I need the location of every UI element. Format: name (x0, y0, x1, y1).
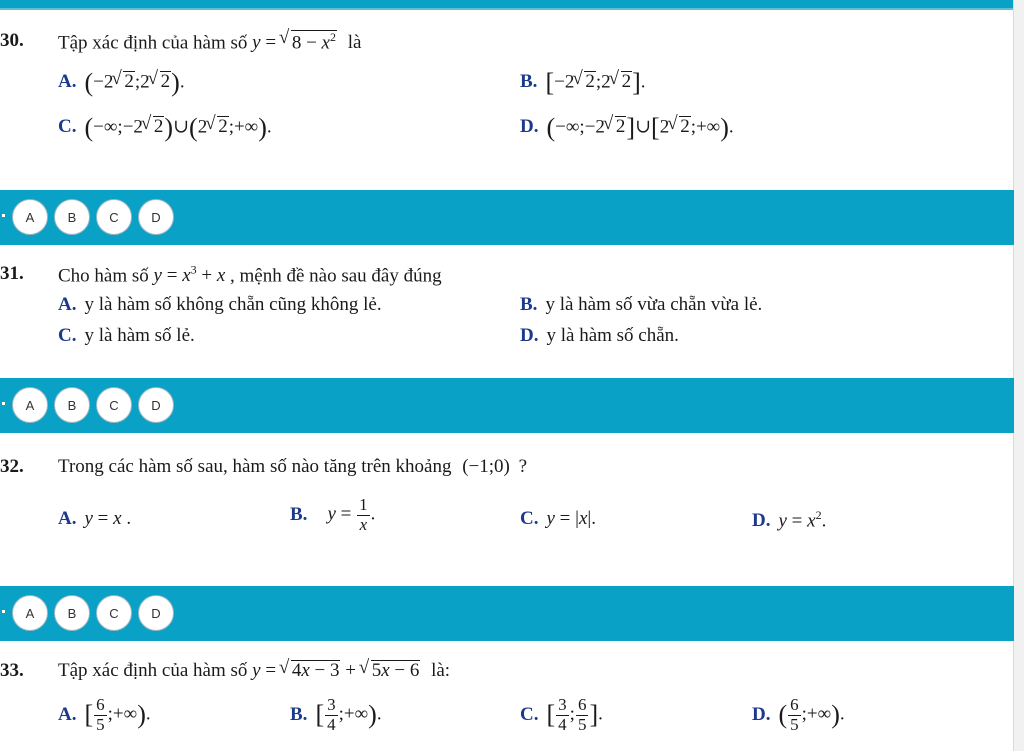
question-text: Cho hàm số $y = x^3 + x$ , mệnh đề nào sau đây đúng (58, 263, 442, 287)
answer-button-c[interactable]: C (96, 199, 132, 235)
question-number: 32. (0, 456, 24, 477)
question-text: Tập xác định của hàm số y = √ 4x − 3 + √ 5x − 6 là: (58, 660, 450, 682)
answer-button-c[interactable]: C (96, 387, 132, 423)
option-c: C. y = |x|. (520, 508, 596, 529)
function-expression: y = √ 4x − 3 + √ 5x − 6 (252, 660, 425, 681)
answer-button-a[interactable]: A (12, 595, 48, 631)
answer-button-b[interactable]: B (54, 387, 90, 423)
answer-button-d[interactable]: D (138, 387, 174, 423)
option-c: C. [ $\frac{3}{4}$ ; $\frac{6}{5}$ ]. (520, 695, 603, 734)
option-b: B. [ $\frac{3}{4}$ ;+∞). (290, 695, 382, 734)
option-a: A. [ $\frac{6}{5}$ ;+∞). (58, 695, 151, 734)
question-text: Trong các hàm số sau, hàm số nào tăng trên khoảng (−1;0) ? (58, 456, 528, 477)
answer-button-b[interactable]: B (54, 595, 90, 631)
question-number: 33. (0, 660, 24, 681)
option-c: C. (−∞;−2√ 2)∪(2√ 2;+∞). (58, 115, 272, 141)
function-expression: $y = x^3 + x$ (153, 263, 226, 287)
option-c: C. y là hàm số lẻ. (58, 325, 195, 346)
function-expression: y = √ $8 - x^2$ (252, 32, 342, 53)
answer-bar-31 (0, 378, 1014, 433)
option-d: D. $y = x^2$. (752, 508, 827, 532)
option-b: B. [−2√ 2;2√ 2]. (520, 70, 646, 96)
answer-button-a[interactable]: A (12, 199, 48, 235)
scrollbar-track[interactable] (1013, 0, 1024, 751)
answer-button-c[interactable]: C (96, 595, 132, 631)
option-d: D. ( $\frac{6}{5}$ ;+∞). (752, 695, 845, 734)
top-accent-bar (0, 0, 1024, 8)
option-b: B. y = $\frac{1}{x}$ . (290, 495, 376, 534)
answer-bar-32 (0, 586, 1014, 641)
answer-button-d[interactable]: D (138, 199, 174, 235)
interval-expression: (−1;0) (462, 456, 510, 477)
answer-button-d[interactable]: D (138, 595, 174, 631)
option-a: A. y là hàm số không chẵn cũng không lẻ. (58, 294, 382, 315)
answer-bar-30 (0, 190, 1014, 245)
question-text: Tập xác định của hàm số y = √ $8 - x^2$ là (58, 30, 361, 54)
option-a: A. y = x . (58, 508, 132, 529)
answer-button-a[interactable]: A (12, 387, 48, 423)
option-d: D. y là hàm số chẵn. (520, 325, 679, 346)
option-b: B. y là hàm số vừa chẵn vừa lẻ. (520, 294, 763, 315)
question-number: 30. (0, 30, 24, 51)
option-a: A. (−2√ 2;2√ 2). (58, 70, 185, 96)
question-number: 31. (0, 263, 24, 284)
option-d: D. (−∞;−2√ 2]∪[2√ 2;+∞). (520, 115, 734, 141)
answer-button-b[interactable]: B (54, 199, 90, 235)
top-accent-line (0, 8, 1016, 10)
